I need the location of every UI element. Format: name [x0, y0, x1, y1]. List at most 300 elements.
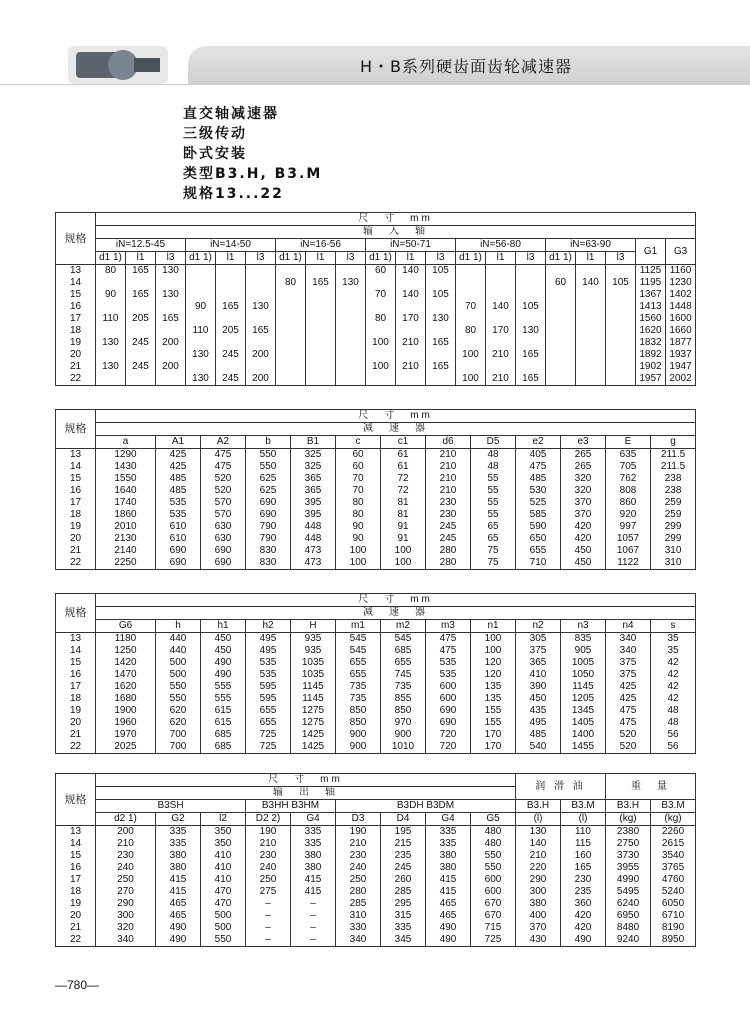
table-cell: 1892 [636, 349, 666, 361]
table-cell: 1405 [561, 717, 606, 729]
column-header: s [651, 620, 696, 633]
table-cell: 1230 [666, 277, 696, 289]
table-cell: 2260 [651, 826, 696, 839]
table-cell: 1275 [291, 705, 336, 717]
table-cell: 535 [246, 669, 291, 681]
table-cell: 420 [561, 922, 606, 934]
table-cell: 340 [336, 934, 381, 947]
table-row [56, 850, 696, 862]
size-cell: 17 [56, 874, 96, 886]
table-cell: 280 [336, 886, 381, 898]
column-header: a [96, 436, 156, 449]
table-cell [606, 349, 636, 361]
table-cell: 155 [471, 705, 516, 717]
table-cell: 473 [291, 557, 336, 570]
table-cell: 81 [381, 509, 426, 521]
table-cell [546, 313, 576, 325]
table-cell: 165 [426, 337, 456, 349]
table-cell: 80 [336, 509, 381, 521]
column-header: l1 [396, 252, 426, 265]
table-cell: 850 [381, 705, 426, 717]
table-cell: 6240 [606, 898, 651, 910]
table-cell [306, 325, 336, 337]
size-cell: 15 [56, 850, 96, 862]
table-cell: 835 [561, 633, 606, 646]
table-cell: 240 [96, 862, 156, 874]
table-cell: 5495 [606, 886, 651, 898]
table-cell: 2615 [651, 838, 696, 850]
table-cell [96, 373, 126, 386]
table-cell: 655 [381, 657, 426, 669]
table-cell: 8950 [651, 934, 696, 947]
size-cell: 15 [56, 289, 96, 301]
table-cell: 110 [186, 325, 216, 337]
table-cell: 485 [516, 473, 561, 485]
table-cell: 230 [426, 497, 471, 509]
table-cell: 400 [516, 910, 561, 922]
table-cell [576, 337, 606, 349]
table-cell: 210 [426, 449, 471, 462]
table-cell: 900 [336, 729, 381, 741]
size-cell: 18 [56, 509, 96, 521]
table-cell: 1035 [291, 657, 336, 669]
table-cell: 100 [366, 337, 396, 349]
table-cell: 762 [606, 473, 651, 485]
table-cell: 685 [381, 645, 426, 657]
table-cell: 600 [426, 693, 471, 705]
size-cell: 16 [56, 669, 96, 681]
table-cell: 550 [246, 449, 291, 462]
table-cell: – [291, 922, 336, 934]
table-cell: 735 [336, 681, 381, 693]
table-cell: 70 [366, 289, 396, 301]
unit-header: (l) [561, 813, 606, 826]
table-cell: 100 [456, 373, 486, 386]
table-cell: 6050 [651, 898, 696, 910]
table-cell: 520 [201, 473, 246, 485]
table-cell: 8190 [651, 922, 696, 934]
table-cell: 320 [96, 922, 156, 934]
table-cell: 310 [651, 557, 696, 570]
table-row [56, 645, 696, 657]
size-cell: 13 [56, 265, 96, 278]
column-header: l1 [486, 252, 516, 265]
table-cell: 170 [471, 741, 516, 754]
size-cell: 18 [56, 886, 96, 898]
table-cell: 80 [366, 313, 396, 325]
table-cell: 55 [471, 473, 516, 485]
table-cell: 230 [336, 850, 381, 862]
table-cell: 690 [156, 545, 201, 557]
page-header [68, 46, 750, 86]
table-cell [156, 349, 186, 361]
table-cell: 935 [291, 633, 336, 646]
table-cell [396, 349, 426, 361]
size-cell: 15 [56, 657, 96, 669]
table-cell [276, 289, 306, 301]
table-cell [186, 289, 216, 301]
size-cell: 17 [56, 313, 96, 325]
series-title: H・B系列硬齿面齿轮减速器 [360, 57, 573, 76]
table-cell: 330 [336, 922, 381, 934]
table-cell: 91 [381, 533, 426, 545]
table-cell: 1640 [96, 485, 156, 497]
size-cell: 16 [56, 485, 96, 497]
table-cell: 450 [201, 633, 246, 646]
table-cell [306, 313, 336, 325]
table-cell [456, 277, 486, 289]
table-cell: 790 [246, 521, 291, 533]
table-cell [156, 325, 186, 337]
column-header: l1 [216, 252, 246, 265]
table-cell [366, 349, 396, 361]
column-header: l3 [246, 252, 276, 265]
table-cell: 448 [291, 521, 336, 533]
table-cell: 970 [381, 717, 426, 729]
table-cell: 210 [246, 838, 291, 850]
column-header: A1 [156, 436, 201, 449]
table-cell: 655 [246, 717, 291, 729]
table-cell: 535 [246, 657, 291, 669]
group-header: B3HH B3HM [246, 800, 336, 813]
table-cell: 285 [336, 898, 381, 910]
table-cell: 340 [96, 934, 156, 947]
table-cell: 165 [126, 289, 156, 301]
section-header: 减 速 器 [96, 607, 696, 620]
table-cell: 80 [96, 265, 126, 278]
intro-line: 三级传动 [183, 126, 247, 142]
ratio-range: iN=56-80 [456, 239, 546, 252]
table-cell: 1740 [96, 497, 156, 509]
column-header: l3 [336, 252, 366, 265]
column-header: h1 [201, 620, 246, 633]
table-cell: 685 [201, 729, 246, 741]
table-cell: 170 [486, 325, 516, 337]
table-cell: 65 [471, 533, 516, 545]
column-header: G3 [666, 239, 696, 265]
table-cell [156, 277, 186, 289]
table-cell: 1430 [96, 461, 156, 473]
table-cell: 100 [381, 557, 426, 570]
table-cell: 555 [201, 693, 246, 705]
table-cell: 905 [561, 645, 606, 657]
table-cell: 1057 [606, 533, 651, 545]
table-cell [576, 265, 606, 278]
table-row [56, 509, 696, 521]
table-cell: 545 [381, 633, 426, 646]
table-cell [126, 349, 156, 361]
table-cell [486, 277, 516, 289]
table-cell [426, 277, 456, 289]
table-cell: 600 [426, 681, 471, 693]
table-cell: 1900 [96, 705, 156, 717]
table-cell: 410 [201, 874, 246, 886]
table-cell: 500 [156, 657, 201, 669]
table-cell: 620 [156, 705, 201, 717]
table-cell: 520 [201, 485, 246, 497]
table-cell: 90 [336, 521, 381, 533]
table-cell: 4990 [606, 874, 651, 886]
table-cell [276, 301, 306, 313]
table-cell [606, 313, 636, 325]
table-cell: 105 [516, 301, 546, 313]
table-row [56, 826, 696, 839]
table-row [56, 705, 696, 717]
table-cell [366, 373, 396, 386]
table-cell [126, 373, 156, 386]
table-row [56, 874, 696, 886]
table-cell: 475 [426, 645, 471, 657]
table-cell: 655 [246, 705, 291, 717]
table-cell: 35 [651, 633, 696, 646]
table-cell: 1122 [606, 557, 651, 570]
table-cell: 259 [651, 497, 696, 509]
type-header: B3.M [651, 800, 696, 813]
table-cell [276, 337, 306, 349]
table-cell: 130 [246, 301, 276, 313]
table-cell [306, 337, 336, 349]
table-cell: 140 [396, 265, 426, 278]
table-cell: 1195 [636, 277, 666, 289]
gearbox-thumbnail [68, 46, 168, 84]
table-cell: 550 [201, 934, 246, 947]
table-cell [96, 349, 126, 361]
table-cell: 238 [651, 473, 696, 485]
column-header: l1 [306, 252, 336, 265]
table-cell [96, 325, 126, 337]
table-cell: 210 [486, 349, 516, 361]
table-cell: 1947 [666, 361, 696, 373]
table-cell: 60 [336, 449, 381, 462]
table-cell: 210 [396, 337, 426, 349]
table-cell [516, 337, 546, 349]
table-cell: 535 [156, 497, 201, 509]
table-cell [216, 277, 246, 289]
table-cell [276, 313, 306, 325]
table-cell: 245 [126, 361, 156, 373]
table-cell [576, 361, 606, 373]
table-cell: 1425 [291, 729, 336, 741]
table-cell [546, 289, 576, 301]
table-cell: 3730 [606, 850, 651, 862]
table-cell: 130 [156, 289, 186, 301]
table-cell: 210 [426, 485, 471, 497]
table-cell: 1345 [561, 705, 606, 717]
size-cell: 18 [56, 325, 96, 337]
table-cell: 55 [471, 497, 516, 509]
table-cell: 2380 [606, 826, 651, 839]
table-cell: 200 [246, 373, 276, 386]
table-cell [246, 337, 276, 349]
table-cell: 430 [516, 934, 561, 947]
table-cell [276, 349, 306, 361]
table-cell: 1400 [561, 729, 606, 741]
table-cell: 265 [561, 449, 606, 462]
table-cell: 495 [516, 717, 561, 729]
table-row [56, 741, 696, 754]
table-cell: 170 [396, 313, 426, 325]
table-cell: 495 [246, 645, 291, 657]
table-cell: 465 [156, 898, 201, 910]
table-cell: 475 [516, 461, 561, 473]
size-cell: 13 [56, 633, 96, 646]
table-cell: 220 [516, 862, 561, 874]
table-cell: 315 [381, 910, 426, 922]
table-cell: 320 [561, 485, 606, 497]
table-cell: 299 [651, 521, 696, 533]
table-cell: 450 [561, 557, 606, 570]
column-header: l3 [606, 252, 636, 265]
table-cell: 500 [201, 922, 246, 934]
ratio-range: iN=50-71 [366, 239, 456, 252]
size-cell: 13 [56, 449, 96, 462]
table-cell: 475 [606, 717, 651, 729]
table-cell: 448 [291, 533, 336, 545]
table-cell: 6710 [651, 910, 696, 922]
table-cell: 1010 [381, 741, 426, 754]
gearbox-shaft-icon [134, 58, 160, 72]
size-cell: 22 [56, 557, 96, 570]
table-row [56, 898, 696, 910]
table-cell: 485 [156, 473, 201, 485]
table-row [56, 669, 696, 681]
header-rule [0, 84, 750, 85]
table-cell: 425 [606, 681, 651, 693]
table-cell: 310 [336, 910, 381, 922]
table-row [56, 277, 696, 289]
table-cell: 3955 [606, 862, 651, 874]
column-header: D3 [336, 813, 381, 826]
table-cell: 165 [246, 325, 276, 337]
unit-header: (kg) [651, 813, 696, 826]
table-cell: 305 [516, 633, 561, 646]
table-cell: 240 [246, 862, 291, 874]
table-cell: 310 [651, 545, 696, 557]
table-cell: 1420 [96, 657, 156, 669]
column-header: G1 [636, 239, 666, 265]
table-cell: 115 [561, 838, 606, 850]
table-cell: 490 [156, 922, 201, 934]
size-cell: 21 [56, 922, 96, 934]
table-cell: 60 [546, 277, 576, 289]
table-cell: 415 [291, 874, 336, 886]
column-header: d2 1) [96, 813, 156, 826]
column-header: b [246, 436, 291, 449]
table-row [56, 729, 696, 741]
table-cell: 1660 [666, 325, 696, 337]
table-cell: 1560 [636, 313, 666, 325]
ratio-range: iN=63-90 [546, 239, 636, 252]
table-cell [306, 361, 336, 373]
table-cell: 365 [291, 473, 336, 485]
table-cell: 360 [561, 898, 606, 910]
table-cell: 42 [651, 693, 696, 705]
table-cell [546, 337, 576, 349]
column-header: G2 [156, 813, 201, 826]
table-cell: 9240 [606, 934, 651, 947]
table-cell: 105 [606, 277, 636, 289]
table-cell: 140 [516, 838, 561, 850]
table-cell: 997 [606, 521, 651, 533]
table-cell: 200 [156, 337, 186, 349]
table-cell: – [291, 898, 336, 910]
table-cell [246, 361, 276, 373]
table-cell: 690 [426, 705, 471, 717]
table-cell [516, 361, 546, 373]
intro-line: 规格13...22 [183, 186, 284, 202]
table-row [56, 557, 696, 570]
table-cell: 245 [381, 862, 426, 874]
table-cell: 1290 [96, 449, 156, 462]
table-cell: 500 [201, 910, 246, 922]
table-cell: 105 [426, 265, 456, 278]
table-cell: 725 [246, 741, 291, 754]
table-cell: 1620 [636, 325, 666, 337]
table-cell: 235 [561, 886, 606, 898]
table-cell: 1600 [666, 313, 696, 325]
table-cell [576, 373, 606, 386]
table-cell: 60 [366, 265, 396, 278]
table-cell: 570 [201, 497, 246, 509]
table-cell: 470 [201, 898, 246, 910]
table-cell: 600 [471, 874, 516, 886]
table-cell: 2250 [96, 557, 156, 570]
table-cell: 230 [561, 874, 606, 886]
table-cell: 72 [381, 485, 426, 497]
table-cell: 700 [156, 741, 201, 754]
table-cell: 110 [96, 313, 126, 325]
table-cell: 210 [336, 838, 381, 850]
table-cell: 475 [201, 449, 246, 462]
column-header: B1 [291, 436, 336, 449]
size-cell: 22 [56, 741, 96, 754]
table-cell: 290 [516, 874, 561, 886]
table-cell: 110 [561, 826, 606, 839]
table-cell [486, 337, 516, 349]
type-header: B3.M [561, 800, 606, 813]
table-cell [246, 289, 276, 301]
column-header: G4 [426, 813, 471, 826]
table-cell [216, 265, 246, 278]
table-cell: 60 [336, 461, 381, 473]
table-row [56, 473, 696, 485]
table-cell [546, 265, 576, 278]
table-cell: 550 [156, 681, 201, 693]
table-cell: 1832 [636, 337, 666, 349]
table-row [56, 862, 696, 874]
column-header: l3 [516, 252, 546, 265]
table-cell: 61 [381, 461, 426, 473]
size-cell: 19 [56, 521, 96, 533]
table-cell [606, 325, 636, 337]
table-cell: 195 [381, 826, 426, 839]
table-cell: 690 [201, 545, 246, 557]
table-cell: 410 [516, 669, 561, 681]
table-cell [126, 301, 156, 313]
column-header: d1 1) [366, 252, 396, 265]
column-header: e3 [561, 436, 606, 449]
table-cell: 345 [381, 934, 426, 947]
table-cell: 135 [471, 681, 516, 693]
table-cell: 600 [471, 886, 516, 898]
table-cell: 595 [246, 681, 291, 693]
table-cell [606, 265, 636, 278]
size-cell: 15 [56, 473, 96, 485]
table-cell: 735 [381, 681, 426, 693]
table-cell: 480 [471, 838, 516, 850]
column-header: D5 [471, 436, 516, 449]
table-cell [486, 313, 516, 325]
